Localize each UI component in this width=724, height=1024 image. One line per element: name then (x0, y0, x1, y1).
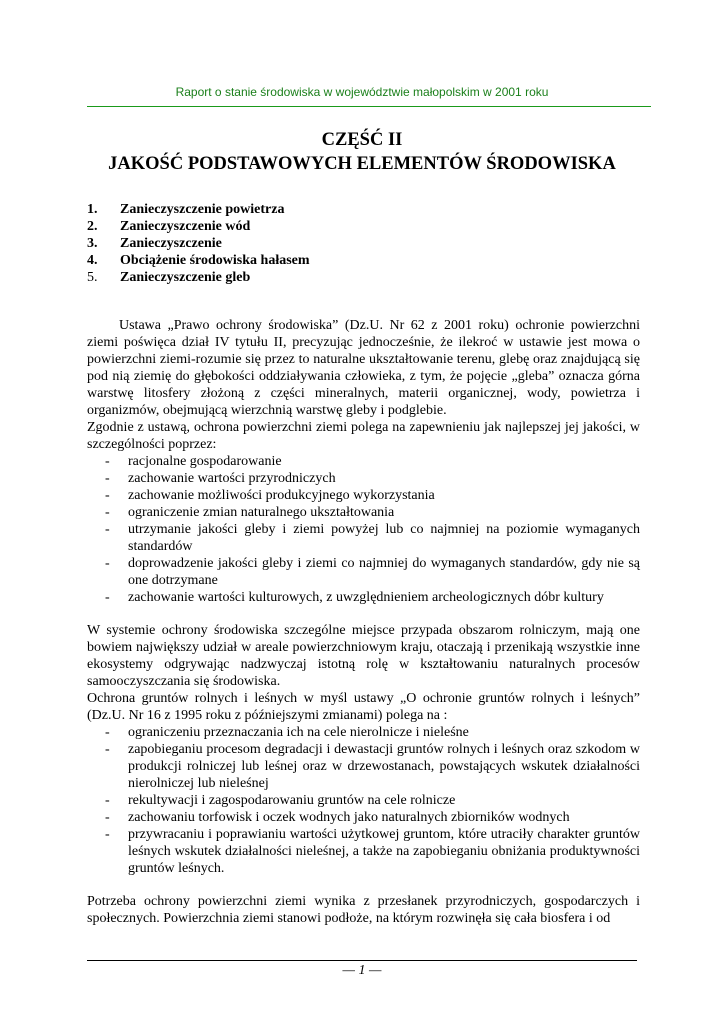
list-item: - zachowanie wartości kulturowych, z uwzględnieniem archeologicznych dóbr kultury (87, 589, 640, 606)
toc-number: 2. (87, 219, 98, 234)
paragraph: Potrzeba ochrony powierzchni ziemi wynika z przesłanek przyrodniczych, gospodarczych i społecznych. Powierzchnia ziemi stanowi podłoże, na którym rozwinęła się cała biosfera i od (87, 894, 640, 926)
list-item: - doprowadzenie jakości gleby i ziemi co najmniej do wymaganych standardów, gdy nie są one dotrzymane (87, 555, 640, 589)
toc-item (87, 218, 647, 235)
toc-label: Zanieczyszczenie wód (120, 219, 251, 234)
footer-divider (87, 960, 637, 961)
list-item: - przywracaniu i poprawianiu wartości użytkowej gruntom, które utraciły charakter gruntów leśnych wskutek działalności nieleśnej, a także na zapobieganiu obniżania produktywności gruntów leśnych. (87, 826, 640, 877)
paragraph: Ustawa „Prawo ochrony środowiska” (Dz.U. Nr 62 z 2001 roku) ochronie powierzchni ziemi poświęca dział IV tytułu II, precyzując jednocześnie, że ilekroć w ustawie jest mowa o powierzchni ziemi-rozumie się przez to naturalne ukształtowanie terenu, glebę oraz znajdującą się pod nią ziemię do głębokości oddziaływania człowieka, z tym, że pojęcie „gleba” oznacza górna warstwę litosfery złożoną z części mineralnych, materii organicznej, wody, powietrza i organizmów, obejmującą wierzchnią warstwę gleby i podglebie. (87, 318, 640, 418)
bullet-list (87, 724, 640, 877)
header-divider (87, 106, 651, 107)
list-item: - zachowaniu torfowisk i oczek wodnych jako naturalnych zbiorników wodnych (87, 809, 640, 826)
paragraph: Zgodnie z ustawą, ochrona powierzchni ziemi polega na zapewnieniu jak najlepszej jej jakości, w szczególności poprzez: (87, 420, 640, 452)
page-number: — 1 — (342, 963, 382, 978)
body-text (87, 317, 640, 927)
list-item: - rekultywacji i zagospodarowaniu gruntów na cele rolnicze (87, 792, 640, 809)
toc-label: Obciążenie środowiska hałasem (120, 253, 310, 268)
list-item: - zachowanie wartości przyrodniczych (87, 470, 640, 487)
running-header: Raport o stanie środowiska w województwie małopolskim w 2001 roku (175, 85, 549, 99)
toc-number: 4. (87, 253, 98, 268)
paragraph: Ochrona gruntów rolnych i leśnych w myśl ustawy „O ochronie gruntów rolnych i leśnych” (Dz.U. Nr 16 z 1995 roku z późniejszymi zmianami) polega na : (87, 691, 640, 723)
table-of-contents (87, 201, 647, 286)
bullet-list (87, 453, 640, 606)
toc-number: 3. (87, 236, 98, 251)
list-item: - zachowanie możliwości produkcyjnego wykorzystania (87, 487, 640, 504)
toc-item (87, 201, 647, 218)
toc-item (87, 269, 647, 286)
paragraph: W systemie ochrony środowiska szczególne miejsce przypada obszarom rolniczym, mają one bowiem największy udział w areale powierzchniowym kraju, otaczają i przenikają wszystkie inne ekosystemy odgrywając nadzwyczaj istotną rolę w kształtowaniu naturalnych procesów samooczyszczania się środowiska. (87, 623, 640, 689)
list-item: - ograniczeniu przeznaczania ich na cele nierolnicze i nieleśne (87, 724, 640, 741)
toc-number: 5. (87, 270, 98, 285)
toc-item (87, 235, 647, 252)
toc-item (87, 252, 647, 269)
section-title-block (0, 128, 724, 176)
toc-label: Zanieczyszczenie gleb (120, 270, 251, 285)
list-item: - ograniczenie zmian naturalnego ukształtowania (87, 504, 640, 521)
section-title: JAKOŚĆ PODSTAWOWYCH ELEMENTÓW ŚRODOWISKA (108, 154, 616, 174)
list-item: - zapobieganiu procesom degradacji i dewastacji gruntów rolnych i leśnych oraz szkodom w produkcji rolniczej lub leśnej oraz w drzewostanach, powstających wskutek działalności nierolniczej lub nieleśnej (87, 741, 640, 792)
list-item: - utrzymanie jakości gleby i ziemi powyżej lub co najmniej na poziomie wymaganych standardów (87, 521, 640, 555)
list-item: - racjonalne gospodarowanie (87, 453, 640, 470)
toc-label: Zanieczyszczenie powietrza (120, 202, 285, 217)
toc-label: Zanieczyszczenie (120, 236, 222, 251)
part-title: CZĘŚĆ II (321, 130, 403, 150)
toc-number: 1. (87, 202, 98, 217)
